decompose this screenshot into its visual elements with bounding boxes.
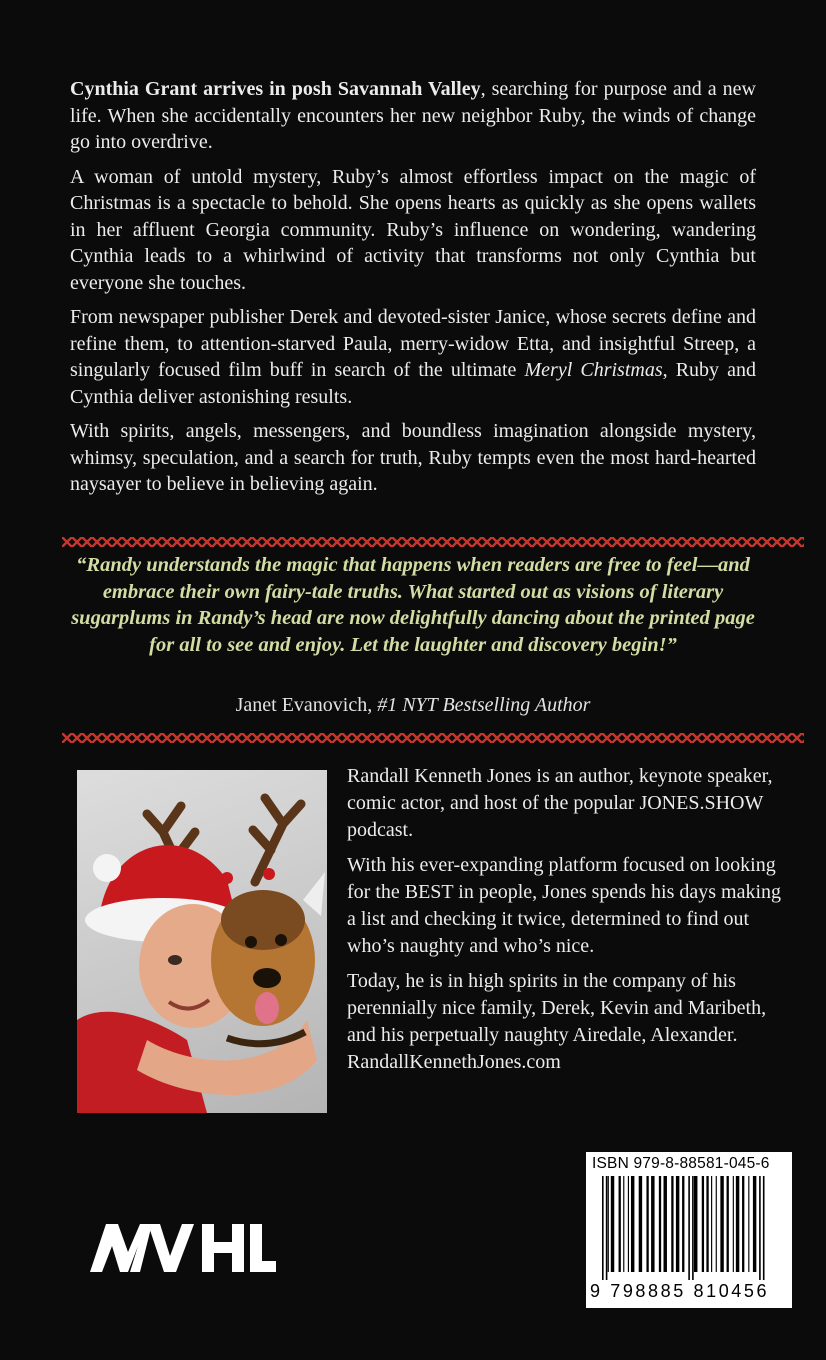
bio-paragraph-1: Randall Kenneth Jones is an author, keynote speaker, comic actor, and host of the popular JONES.SHOW podcast. <box>347 765 773 841</box>
decorative-divider-top <box>62 537 804 547</box>
barcode-bar <box>606 1176 608 1280</box>
author-with-dog-illustration <box>77 770 327 1113</box>
barcode-bar <box>659 1176 661 1272</box>
quote-attribution: Janet Evanovich, #1 NYT Bestselling Author <box>235 694 591 716</box>
isbn-label: ISBN 979-8-88581-045-6 <box>592 1155 770 1172</box>
barcode-bar <box>716 1176 717 1272</box>
barcode-bar <box>753 1176 756 1272</box>
barcode-bar <box>748 1176 749 1272</box>
blurb-paragraph-4: With spirits, angels, messengers, and boundless imagination alongside mystery, whimsy, speculation, and a search for truth, Ruby tempts even the most hard-hearted naysayer to believe in believing again. <box>70 420 756 495</box>
author-photo <box>77 770 327 1113</box>
blurb-paragraph-3: From newspaper publisher Derek and devoted-sister Janice, whose secrets define and refine them, to attention-starved Paula, merry-widow Etta, and insightful Streep, a singularly focused film buff in search of the ultimate Meryl Christmas, Ruby and Cynthia deliver astonishing results. <box>70 306 756 408</box>
barcode-bar <box>631 1176 634 1272</box>
barcode-bar <box>623 1176 624 1272</box>
barcode-bar <box>763 1176 765 1280</box>
barcode-bar <box>639 1176 642 1272</box>
barcode-bar <box>682 1176 684 1272</box>
barcode-bar <box>720 1176 723 1272</box>
mvhl-logo-graphic <box>90 1222 276 1274</box>
barcode-bar <box>651 1176 654 1272</box>
blurb-lead-bold: Cynthia Grant arrives in posh Savannah Valley <box>70 78 481 100</box>
blurb-paragraph-2: A woman of untold mystery, Ruby’s almost effortless impact on the magic of Christmas is a spectacle to behold. She opens hearts as quickly as she opens wallets in her affluent Georgia community. Ruby’s influence on wondering, wandering Cynthia leads to a whirlwind of activity that transforms not only Cynthia but everyone she touches. <box>70 165 756 294</box>
isbn-barcode <box>586 1152 792 1308</box>
blurb-paragraph-1: Cynthia Grant arrives in posh Savannah Valley, searching for purpose and a new life. When she accidentally encounters her new neighbor Ruby, the winds of change go into overdrive. <box>70 78 756 153</box>
barcode-bar <box>608 1176 609 1272</box>
barcode-bar <box>711 1176 712 1272</box>
barcode-bar <box>676 1176 679 1272</box>
barcode-bar <box>759 1176 761 1280</box>
bio-paragraph-3: Today, he is in high spirits in the company of his perennially nice family, Derek, Kevin and Maribeth, and his perpetually naughty Airedale, Alexander. RandallKennethJones.com <box>347 970 767 1073</box>
barcode-bar <box>628 1176 629 1272</box>
barcode-bar <box>646 1176 648 1272</box>
barcode-bar <box>692 1176 694 1280</box>
back-cover-blurb <box>70 76 756 506</box>
barcode-bar <box>664 1176 667 1272</box>
barcode-bar <box>602 1176 604 1280</box>
barcode-bar <box>742 1176 744 1272</box>
barcode-bar <box>619 1176 621 1272</box>
bio-paragraph-2: With his ever-expanding platform focused on looking for the BEST in people, Jones spends his days making a list and checking it twice, determined to find out who’s naughty and who’s nice. <box>347 854 782 957</box>
barcode-digits: 9 798885 810456 <box>590 1281 770 1301</box>
endorsement-quote: “Randy understands the magic that happens when readers are free to feel—and embrace their own fairy-tale truths. What started out as visions of literary sugarplums in Randy’s head are now delightfully dancing about the printed page for all to see and enjoy. Let the laughter and discovery begin!” <box>71 554 755 656</box>
decorative-divider-bottom <box>62 733 804 743</box>
barcode-bar <box>727 1176 729 1272</box>
barcode-bar <box>611 1176 614 1272</box>
barcode-bar <box>694 1176 697 1272</box>
barcode-bar <box>706 1176 708 1272</box>
barcode-bar <box>671 1176 673 1272</box>
author-bio <box>347 763 787 1084</box>
publisher-logo <box>90 1222 276 1274</box>
barcode-bar <box>688 1176 690 1280</box>
barcode-bar <box>733 1176 734 1272</box>
barcode-bar <box>702 1176 704 1272</box>
barcode-bars <box>600 1176 780 1280</box>
barcode-bar <box>736 1176 739 1272</box>
